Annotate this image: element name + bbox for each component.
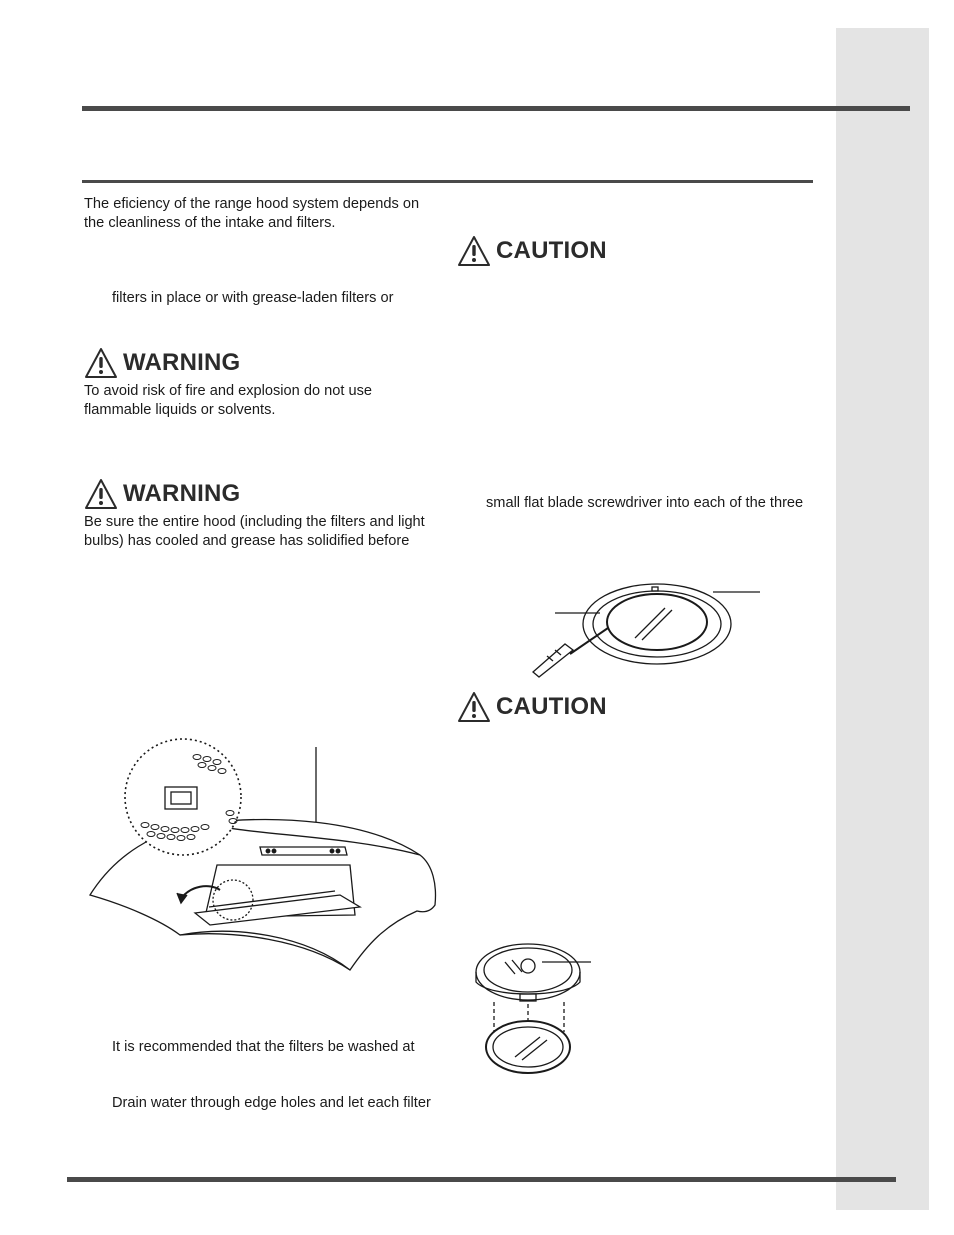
warning-label: WARNING — [123, 480, 241, 507]
light-lens-screwdriver-illustration — [525, 580, 765, 685]
caution-label: CAUTION — [496, 693, 607, 720]
warning-1-line-1: To avoid risk of fire and explosion do not use — [84, 383, 372, 399]
intro-line-2: the cleanliness of the intake and filters. — [84, 215, 336, 231]
warning-triangle-icon — [84, 478, 118, 510]
warning-triangle-icon — [457, 691, 491, 723]
caution-heading-2 — [457, 690, 607, 724]
wash-text: It is recommended that the filters be washed at — [112, 1039, 415, 1055]
warning-triangle-icon — [457, 235, 491, 267]
warning-heading-1 — [84, 346, 240, 380]
header-rule — [82, 106, 910, 111]
footer-rule — [67, 1177, 896, 1182]
warning-1-line-2: flammable liquids or solvents. — [84, 402, 276, 418]
screwdriver-text: small flat blade screwdriver into each of the three — [486, 495, 804, 511]
caution-label: CAUTION — [496, 237, 607, 264]
intro-line-1: The eficiency of the range hood system depends on — [84, 196, 420, 212]
caution-heading-1 — [457, 234, 607, 268]
warning-2-line-1: Be sure the entire hood (including the filters and light — [84, 514, 425, 530]
hood-filter-removal-illustration — [85, 735, 445, 975]
filters-text: filters in place or with grease-laden filters or — [112, 290, 394, 306]
side-tab — [836, 28, 929, 1210]
warning-heading-2 — [84, 477, 240, 511]
light-lens-assembly-illustration — [470, 942, 600, 1084]
section-rule — [82, 180, 813, 183]
warning-label: WARNING — [123, 349, 241, 376]
warning-triangle-icon — [84, 347, 118, 379]
drain-text: Drain water through edge holes and let each filter — [112, 1095, 431, 1111]
warning-2-line-2: bulbs) has cooled and grease has solidified before — [84, 533, 410, 549]
